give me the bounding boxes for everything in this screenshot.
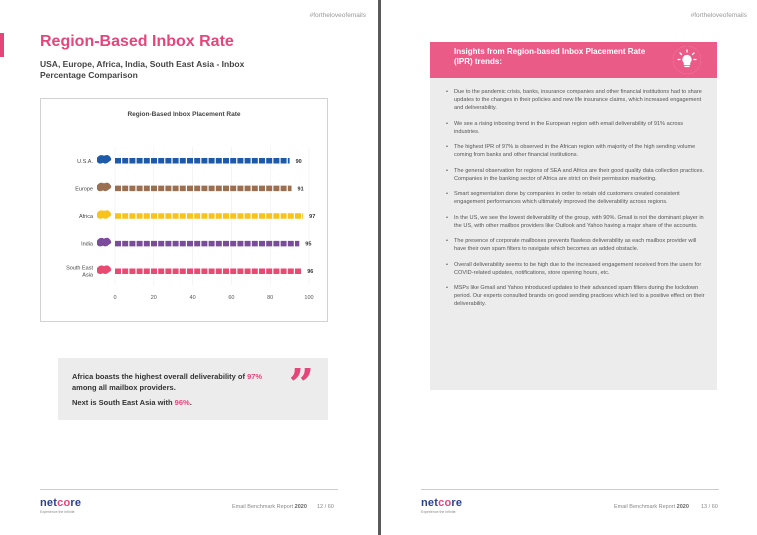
insights-card [430,42,717,390]
category-label: India [81,241,93,248]
x-tick-label: 60 [228,295,235,301]
bar-chart [41,99,329,323]
lightbulb-icon [673,46,701,74]
logo-tagline: Experience the Infinite [40,510,75,514]
data-label: 90 [295,158,302,165]
page-subtitle: USA, Europe, Africa, India, South East Asia - Inbox Percentage Comparison [40,59,245,80]
netcore-logo: netcore [40,497,82,509]
insights-header [430,42,717,78]
hashtag: #fortheloveofemails [309,12,366,19]
footer-report-name: Email Benchmark Report 2020 [232,504,307,510]
quote-line1-pre: Africa boasts the highest overall deliverability of [72,372,248,381]
quote-line1-highlight: 97% [247,372,263,381]
africa-map-icon [97,210,111,219]
quote-line1-post: among all mailbox providers. [72,382,176,392]
usa-map-icon [97,155,111,164]
highlight-quote-box [58,358,328,420]
data-label: 96 [307,269,314,276]
right-page [381,0,757,535]
data-label: 91 [297,186,304,193]
insight-item: • MSPs like Gmail and Yahoo introduced updates to their advanced spam filters during the lockdown period. Our experts consulted brands on good sending practices which led to a positive effect on their deliverability. [446,284,707,308]
quote-line2-pre: Next is South East Asia with [72,398,175,407]
insight-item: • The general observation for regions of SEA and Africa are their good quality data collection practices. Companies in the banking sector of Africa are strict on their permission marketing. [446,167,707,183]
category-label: U.S.A. [77,158,93,165]
logo-tagline: Experience the Infinite [421,510,456,514]
india-map-icon [97,238,111,247]
category-label: Asia [82,272,93,279]
category-label: Europe [75,186,93,193]
title-accent-bar [0,33,4,57]
category-label: South East [66,265,93,272]
footer-report-name: Email Benchmark Report 2020 [614,504,689,510]
quote-line2-post: . [189,398,192,407]
category-label: Africa [78,214,93,220]
page-number: 12 / 60 [317,504,334,510]
footer-divider [421,489,719,490]
data-label: 97 [309,214,316,220]
europe-map-icon [97,183,111,192]
insights-title: Insights from Region-based Inbox Placement Rate (IPR) trends: [454,47,646,66]
insight-item: • Overall deliverability seems to be high due to the increased engagement received from the users for COVID-related updates, notifications, store opening hours, etc. [446,261,707,277]
insight-item: • The presence of corporate mailboxes prevents flawless deliverability as each mailbox provider will have their own spam filters to navigate which becomes an added obstacle. [446,237,707,253]
sea-map-icon [97,265,111,274]
chart-panel [40,98,328,322]
footer-divider [40,489,338,490]
left-page [0,0,378,535]
quote-text [72,372,277,409]
insight-item: • In the US, we see the lowest deliverability of the group, with 90%. Gmail is not the dominant player in the US, with other mailbox providers like Outlook and Yahoo having a major share of the accounts. [446,214,707,230]
quote-mark-icon: ” [288,360,314,411]
insight-item: • Smart segmentation done by companies in order to retain old customers created consistent engagement performances which ultimately improved the deliverability across regions. [446,190,707,206]
insight-item: • We see a rising inboxing trend in the European region with email deliverability of 91% across industries. [446,120,707,136]
x-tick-label: 40 [189,295,196,301]
x-tick-label: 80 [267,295,274,301]
insight-item: • The highest IPR of 97% is observed in the African region with majority of the high sending volume coming from banks and other financial institutions. [446,143,707,159]
x-tick-label: 20 [150,295,157,301]
chart-title: Region-Based Inbox Placement Rate [127,111,241,118]
x-tick-label: 0 [113,295,117,301]
data-label: 95 [305,241,312,248]
quote-line2-highlight: 96% [174,398,190,407]
netcore-logo: netcore [421,497,463,509]
page-title: Region-Based Inbox Rate [40,33,234,50]
x-tick-label: 100 [304,295,314,301]
insights-list [446,88,707,316]
hashtag: #fortheloveofemails [690,12,747,19]
page-number: 13 / 60 [701,504,718,510]
insight-item: • Due to the pandemic crisis, banks, insurance companies and other financial institutions had to share updates to the changes in their policies and new life insurance claims, which increased engagement and deliverability. [446,88,707,112]
